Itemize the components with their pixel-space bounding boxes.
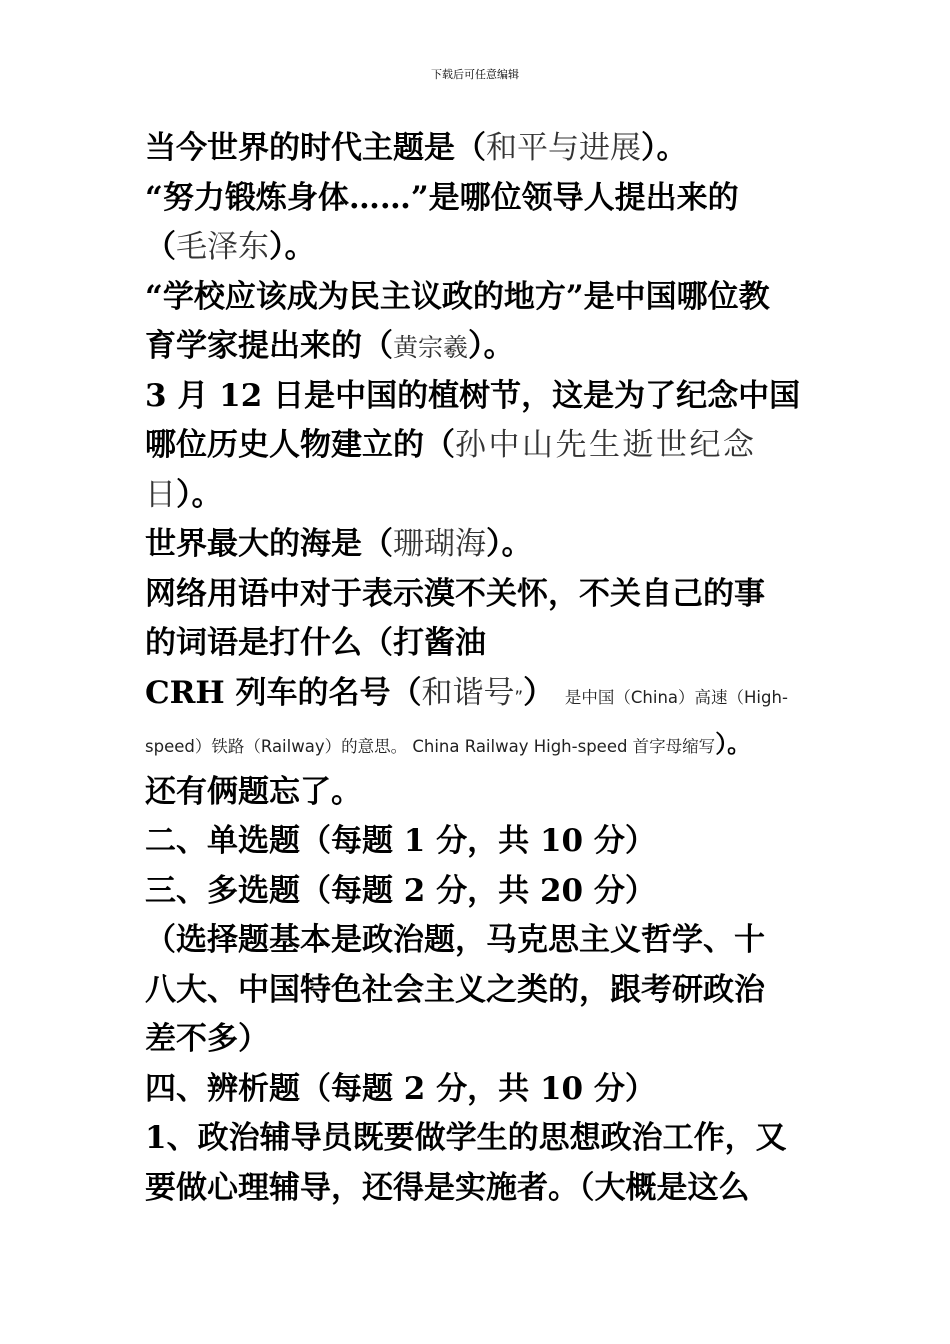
question-5	[145, 520, 810, 570]
question-1	[145, 124, 810, 174]
question-5-end: ）。	[486, 526, 533, 562]
document-body	[145, 124, 810, 1213]
page-header: 下载后可任意编辑	[431, 68, 519, 81]
note-line-1: （选择题基本是政治题，马克思主义哲学、十	[145, 922, 765, 958]
question-4-line-2	[145, 421, 810, 471]
question-3-end: ）。	[468, 328, 515, 364]
item-1-line-1: 1、政治辅导员既要做学生的思想政治工作，又	[145, 1120, 787, 1156]
question-3-text: 育学家提出来的（	[145, 328, 393, 364]
question-7-answer: 和谐号	[421, 674, 515, 711]
question-1-end: ）。	[641, 130, 688, 166]
question-7-close-2: ）。	[715, 729, 752, 758]
question-3-line-2	[145, 322, 810, 372]
question-1-answer: 和平与进展	[486, 130, 641, 166]
question-7-close: ）	[523, 674, 555, 711]
question-4-text: 哪位历史人物建立的（	[145, 427, 455, 463]
question-2-open: （	[145, 229, 176, 265]
section-4-heading: 四、辨析题（每题 2 分，共 10 分）	[145, 1070, 656, 1107]
question-3-answer: 黄宗羲	[393, 333, 469, 362]
question-7-note-part-1: 是中国（China）高速（High-	[564, 687, 788, 707]
question-2-end: ）。	[269, 229, 316, 265]
question-3-line-1: “学校应该成为民主议政的地方”是中国哪位教	[145, 278, 770, 315]
question-4-end: ）。	[176, 476, 223, 513]
section-3-heading: 三、多选题（每题 2 分，共 20 分）	[145, 872, 656, 909]
question-8: 还有俩题忘了。	[145, 773, 362, 810]
note-line-2: 八大、中国特色社会主义之类的，跟考研政治	[145, 971, 765, 1008]
section-2-heading: 二、单选题（每题 1 分，共 10 分）	[145, 823, 656, 859]
question-6-line-2: 的词语是打什么（打酱油	[145, 625, 486, 661]
question-6-line-1: 网络用语中对于表示漠不关怀，不关自己的事	[145, 575, 765, 612]
question-7-prefix: CRH 列车的名号（	[145, 674, 422, 711]
question-7-line-1	[145, 669, 810, 719]
item-1-line-2: 要做心理辅导，还得是实施者。（大概是这么	[145, 1169, 750, 1206]
question-4-line-3	[145, 471, 810, 521]
question-4-answer: 孙中山先生逝世纪念	[455, 427, 757, 463]
question-2-line-1: “努力锻炼身体……”是哪位领导人提出来的	[145, 179, 739, 216]
question-7-note-part-2: speed）铁路（Railway）的意思。 China Railway High-speed 首字母缩写	[145, 737, 716, 756]
question-1-text: 当今世界的时代主题是（	[145, 130, 486, 166]
question-4-line-1: 3 月 12 日是中国的植树节，这是为了纪念中国	[145, 377, 801, 414]
question-5-text: 世界最大的海是（	[145, 526, 393, 562]
note-line-3: 差不多）	[145, 1021, 269, 1057]
question-5-answer: 珊瑚海	[393, 526, 486, 562]
question-2-line-2	[145, 223, 810, 273]
question-2-answer: 毛泽东	[176, 229, 269, 265]
question-7-line-2	[145, 718, 810, 768]
question-4-answer-cont: 日	[145, 476, 176, 513]
question-7-quote: ”	[514, 687, 524, 707]
